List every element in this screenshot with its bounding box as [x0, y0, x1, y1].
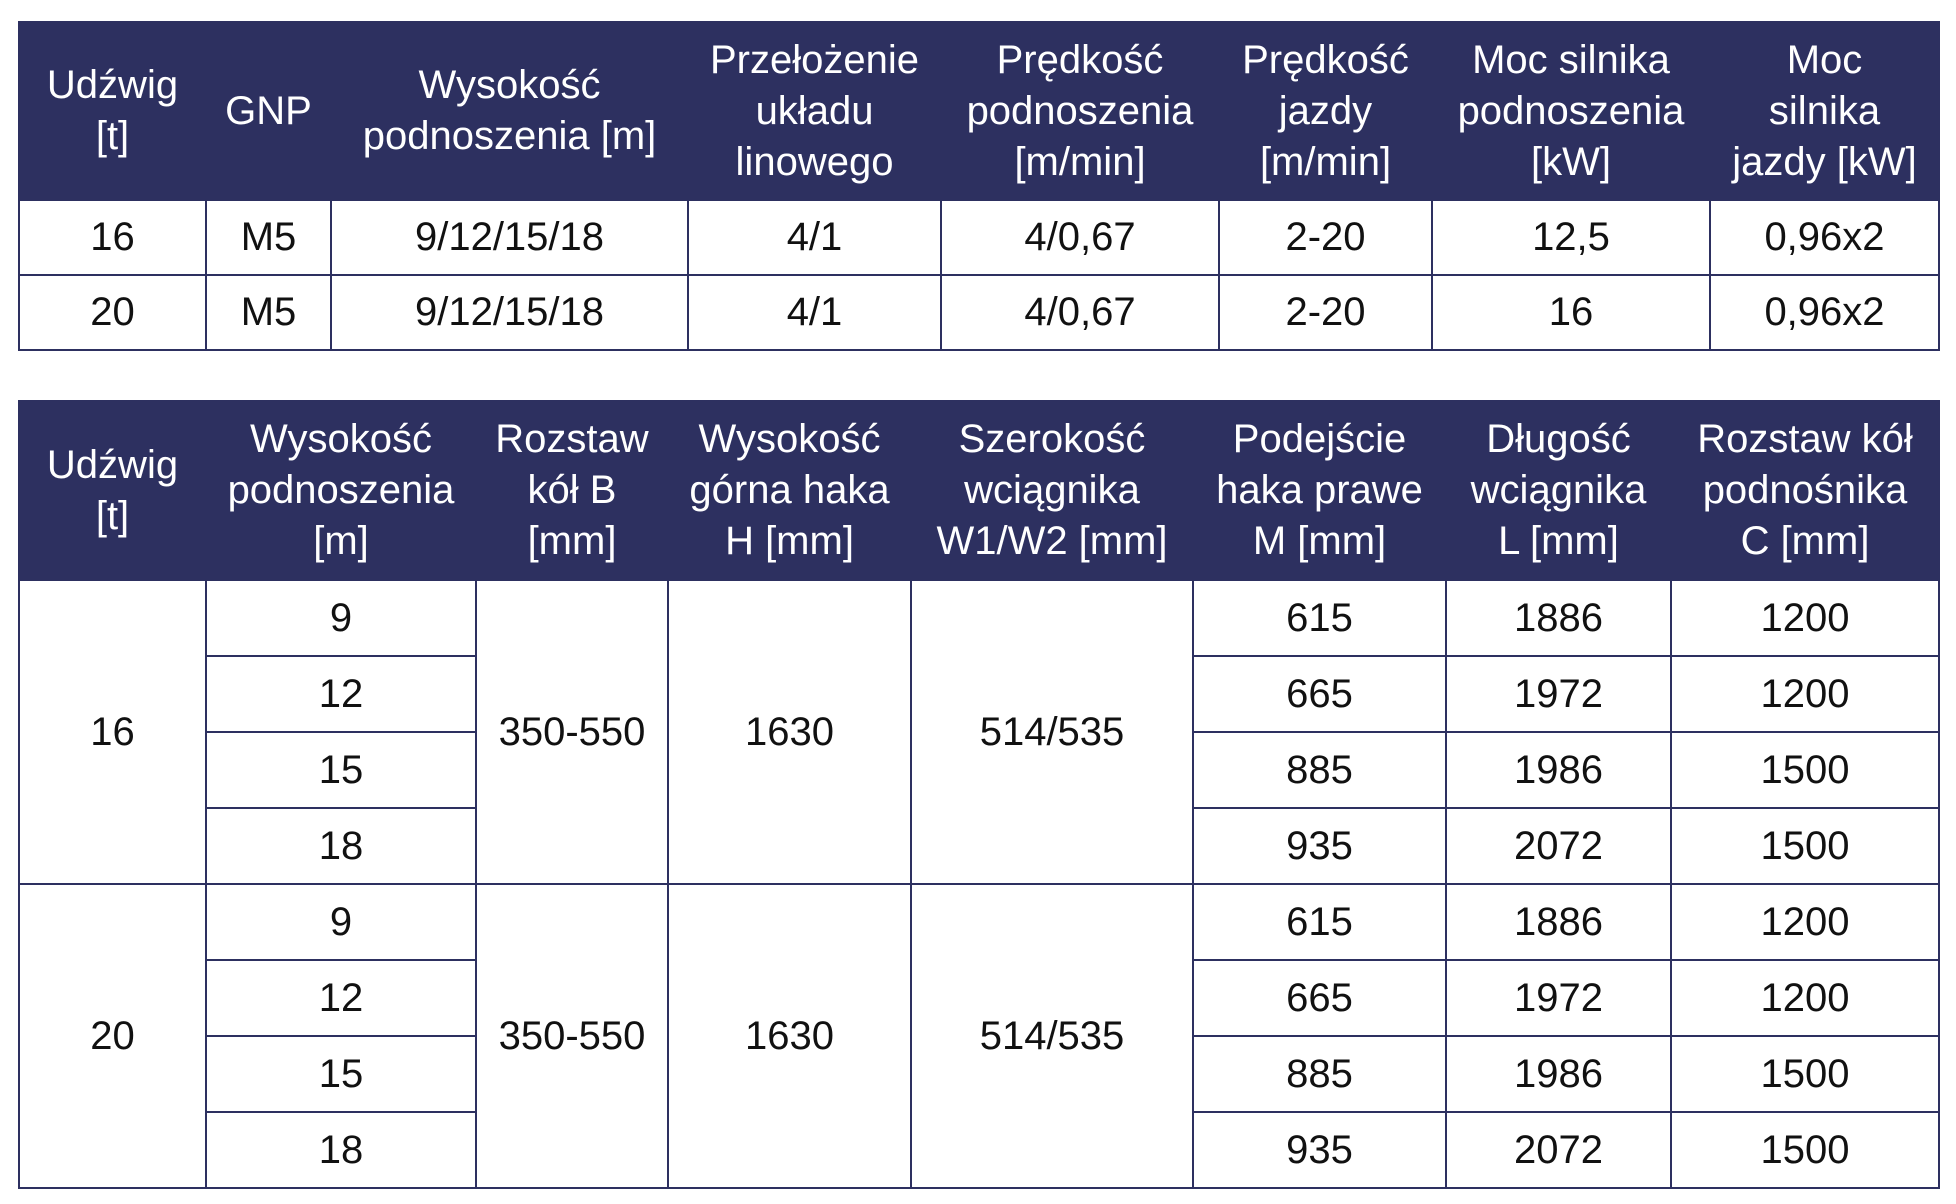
- header-hook-height-h: Wysokość górna haka H [mm]: [668, 401, 911, 580]
- hoist-dimensions-table: [18, 400, 1940, 1189]
- cell-hoist-length-l: 1972: [1446, 960, 1671, 1036]
- cell-hook-approach-m: 615: [1193, 580, 1446, 656]
- cell-hook-approach-m: 885: [1193, 1036, 1446, 1112]
- cell-hoist-length-l: 2072: [1446, 808, 1671, 884]
- header-capacity: Udźwig [t]: [19, 401, 206, 580]
- cell-hoist-length-l: 1972: [1446, 656, 1671, 732]
- cell-wheel-spacing-c: 1500: [1671, 1112, 1939, 1188]
- table-row: [19, 580, 1939, 656]
- cell-lift-motor-power: 16: [1432, 275, 1710, 350]
- header-hoist-width-w: Szerokość wciągnika W1/W2 [mm]: [911, 401, 1193, 580]
- cell-lift-motor-power: 12,5: [1432, 200, 1710, 275]
- cell-lift-height: 9/12/15/18: [331, 275, 688, 350]
- cell-wheel-spacing-c: 1200: [1671, 580, 1939, 656]
- header-hook-approach-m: Podejście haka prawe M [mm]: [1193, 401, 1446, 580]
- header-lift-height: Wysokość podnoszenia [m]: [331, 22, 688, 200]
- cell-lift-speed: 4/0,67: [941, 275, 1219, 350]
- cell-gnp: M5: [206, 275, 331, 350]
- header-wheel-spacing-c: Rozstaw kół podnośnika C [mm]: [1671, 401, 1939, 580]
- cell-gnp: M5: [206, 200, 331, 275]
- cell-lift-height: 15: [206, 1036, 476, 1112]
- cell-lift-height: 18: [206, 808, 476, 884]
- cell-lift-height: 18: [206, 1112, 476, 1188]
- cell-wheel-spacing-b: 350-550: [476, 580, 668, 884]
- cell-travel-motor-power: 0,96x2: [1710, 200, 1939, 275]
- cell-rope-reeving: 4/1: [688, 275, 941, 350]
- cell-rope-reeving: 4/1: [688, 200, 941, 275]
- cell-capacity: 20: [19, 884, 206, 1188]
- cell-lift-height: 9: [206, 884, 476, 960]
- header-travel-motor-power: Moc silnika jazdy [kW]: [1710, 22, 1939, 200]
- table-row: [19, 275, 1939, 350]
- cell-travel-speed: 2-20: [1219, 275, 1432, 350]
- header-travel-speed: Prędkość jazdy [m/min]: [1219, 22, 1432, 200]
- cell-capacity: 16: [19, 200, 206, 275]
- header-gnp: GNP: [206, 22, 331, 200]
- hoist-parameters-table: [18, 21, 1940, 351]
- header-lift-motor-power: Moc silnika podnoszenia [kW]: [1432, 22, 1710, 200]
- cell-wheel-spacing-c: 1200: [1671, 884, 1939, 960]
- table-row: [19, 884, 1939, 960]
- cell-hook-approach-m: 615: [1193, 884, 1446, 960]
- cell-travel-motor-power: 0,96x2: [1710, 275, 1939, 350]
- cell-hook-approach-m: 935: [1193, 1112, 1446, 1188]
- cell-hook-approach-m: 935: [1193, 808, 1446, 884]
- cell-hoist-length-l: 2072: [1446, 1112, 1671, 1188]
- cell-hoist-length-l: 1886: [1446, 580, 1671, 656]
- cell-hoist-width-w: 514/535: [911, 884, 1193, 1188]
- cell-wheel-spacing-c: 1500: [1671, 1036, 1939, 1112]
- table-header-row: [19, 401, 1939, 580]
- cell-lift-height: 9: [206, 580, 476, 656]
- header-lift-height: Wysokość podnoszenia [m]: [206, 401, 476, 580]
- cell-wheel-spacing-c: 1500: [1671, 732, 1939, 808]
- cell-hook-approach-m: 885: [1193, 732, 1446, 808]
- cell-wheel-spacing-c: 1200: [1671, 656, 1939, 732]
- cell-wheel-spacing-c: 1500: [1671, 808, 1939, 884]
- header-capacity: Udźwig [t]: [19, 22, 206, 200]
- cell-hoist-length-l: 1986: [1446, 1036, 1671, 1112]
- cell-travel-speed: 2-20: [1219, 200, 1432, 275]
- header-rope-reeving: Przełożenie układu linowego: [688, 22, 941, 200]
- cell-hoist-width-w: 514/535: [911, 580, 1193, 884]
- cell-lift-height: 12: [206, 656, 476, 732]
- header-wheel-spacing-b: Rozstaw kół B [mm]: [476, 401, 668, 580]
- cell-capacity: 20: [19, 275, 206, 350]
- cell-wheel-spacing-b: 350-550: [476, 884, 668, 1188]
- table-row: [19, 200, 1939, 275]
- cell-lift-height: 9/12/15/18: [331, 200, 688, 275]
- table-header-row: [19, 22, 1939, 200]
- cell-lift-height: 15: [206, 732, 476, 808]
- cell-hook-height-h: 1630: [668, 884, 911, 1188]
- cell-lift-speed: 4/0,67: [941, 200, 1219, 275]
- cell-hoist-length-l: 1986: [1446, 732, 1671, 808]
- cell-hook-approach-m: 665: [1193, 960, 1446, 1036]
- header-lift-speed: Prędkość podnoszenia [m/min]: [941, 22, 1219, 200]
- header-hoist-length-l: Długość wciągnika L [mm]: [1446, 401, 1671, 580]
- cell-lift-height: 12: [206, 960, 476, 1036]
- cell-capacity: 16: [19, 580, 206, 884]
- cell-hoist-length-l: 1886: [1446, 884, 1671, 960]
- cell-hook-height-h: 1630: [668, 580, 911, 884]
- cell-wheel-spacing-c: 1200: [1671, 960, 1939, 1036]
- cell-hook-approach-m: 665: [1193, 656, 1446, 732]
